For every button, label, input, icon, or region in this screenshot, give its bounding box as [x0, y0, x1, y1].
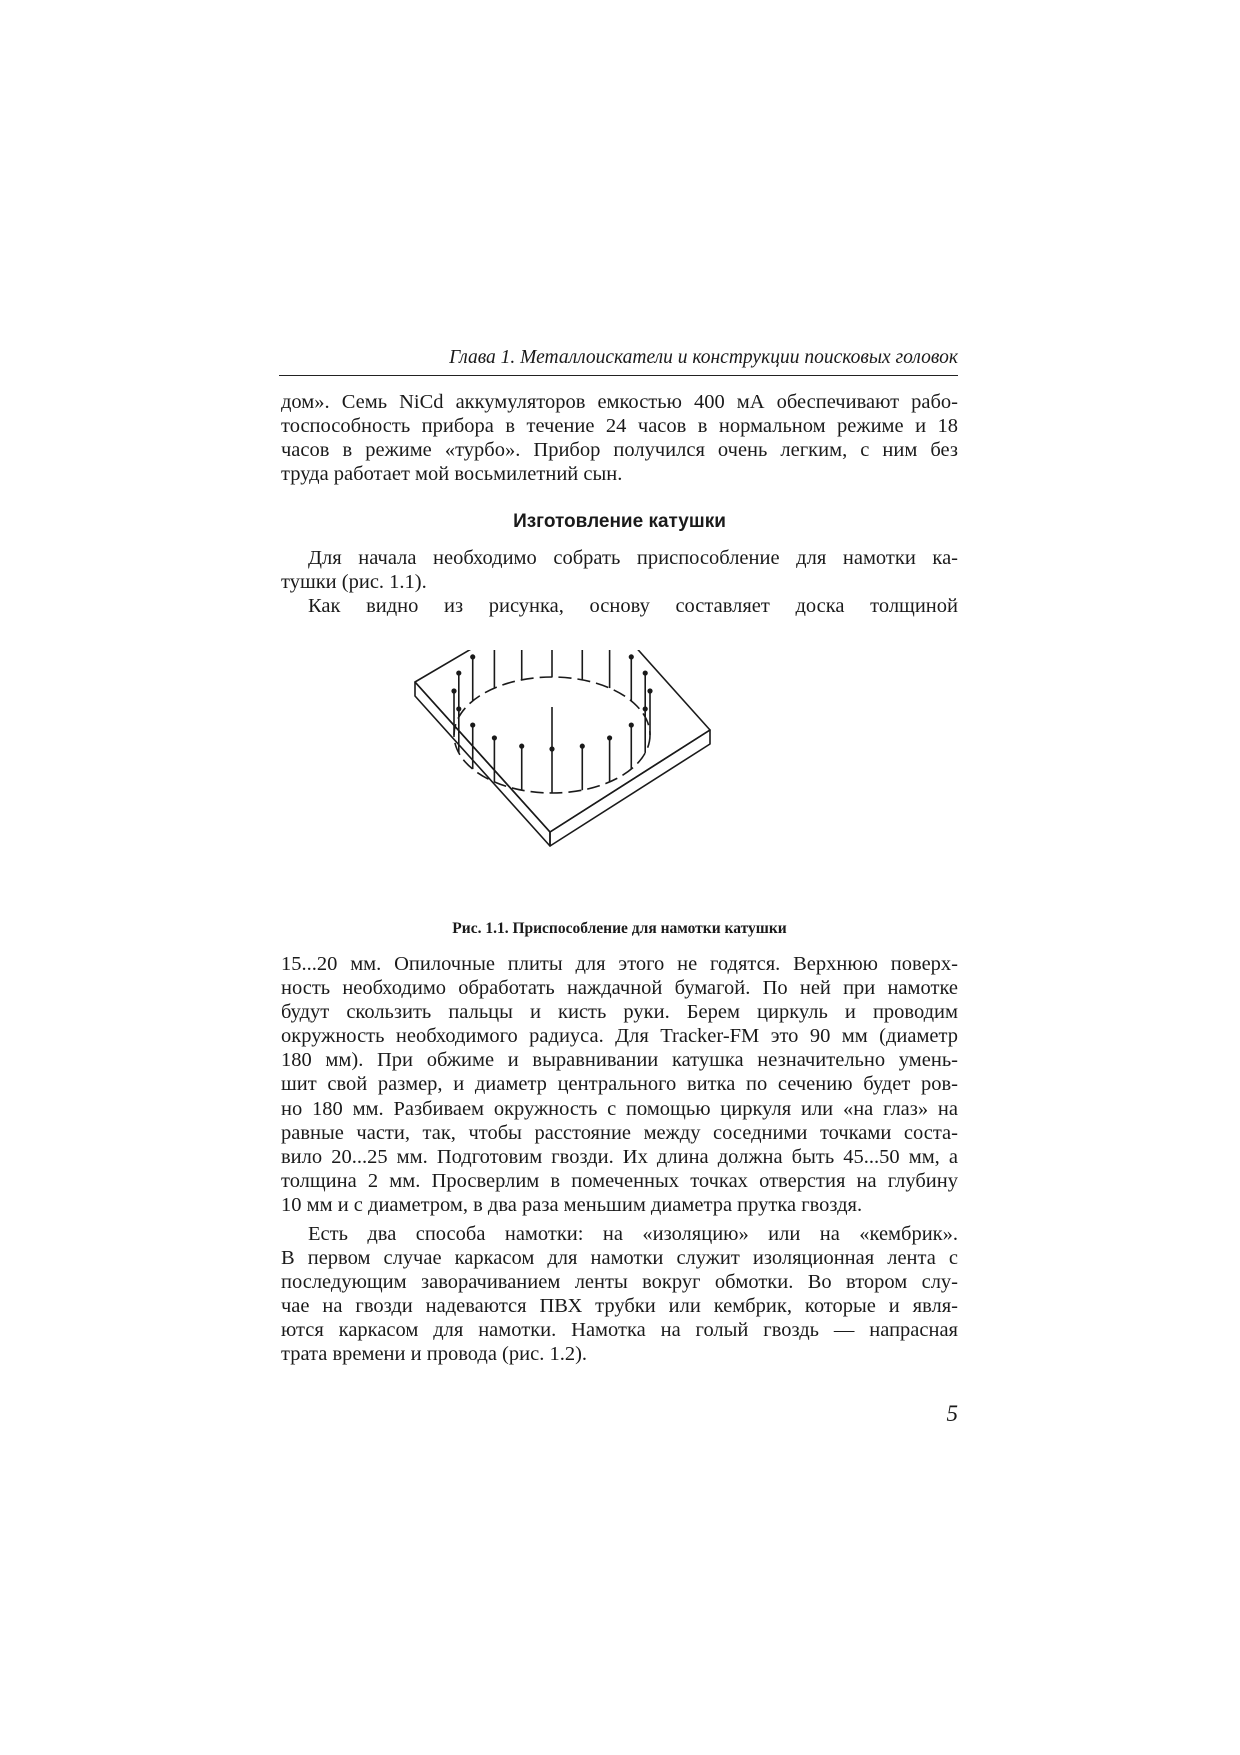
paragraph-board-details — [281, 952, 958, 1217]
paragraph-board-start — [281, 594, 958, 618]
nail-head — [471, 723, 475, 727]
text-line: 180 мм). При обжиме и выравнивании катушка незначительно умень- — [281, 1049, 958, 1072]
text-line: но 180 мм. Разбиваем окружность с помощью циркуля или «на глаз» на — [281, 1097, 958, 1120]
text-line: толщина 2 мм. Просверлим в помеченных точках отверстия на глубину — [281, 1169, 958, 1192]
page-number: 5 — [946, 1401, 958, 1426]
text-line: окружность необходимого радиуса. Для Tracker-FM это 90 мм (диаметр — [281, 1025, 958, 1048]
nail-head — [457, 671, 461, 675]
text-line: трата времени и провода (рис. 1.2). — [281, 1343, 588, 1366]
nail-head — [520, 744, 524, 748]
text-line: часов в режиме «турбо». Прибор получился очень легким, с ним без — [281, 439, 958, 462]
text-line: тушки (рис. 1.1). — [281, 571, 427, 594]
nail-head — [608, 736, 612, 740]
text-line: ются каркасом для намотки. Намотка на голый гвоздь — напрасная — [281, 1319, 958, 1342]
nail-head — [550, 747, 554, 751]
nail-head — [493, 736, 497, 740]
figure-coil-winding-jig — [410, 650, 830, 900]
text-line: труда работает мой восьмилетний сын. — [281, 463, 623, 486]
text-line: будут скользить пальцы и кисть руки. Берем циркуль и проводим — [281, 1001, 958, 1024]
text-line: шит свой размер, и диаметр центрального витка по сечению будет ров- — [281, 1073, 958, 1096]
text-line: Есть два способа намотки: на «изоляцию» или на «кембрик». — [308, 1223, 958, 1245]
text-line: Для начала необходимо собрать приспособление для намотки ка- — [308, 547, 958, 569]
text-line: дом». Семь NiCd аккумуляторов емкостью 400 мА обеспечивают рабо- — [281, 391, 958, 413]
board-front-left-face — [415, 682, 550, 846]
text-line: Как видно из рисунка, основу составляет доска толщиной — [308, 595, 958, 617]
paragraph-intro-continued — [281, 390, 958, 486]
board-front-right-face — [550, 730, 710, 846]
nail-head — [643, 671, 647, 675]
text-line: ность необходимо обработать наждачной бумагой. По ней при намотке — [281, 977, 958, 1000]
text-line: вило 20...25 мм. Подготовим гвозди. Их длина должна быть 45...50 мм, а — [281, 1145, 958, 1168]
text-line: 10 мм и с диаметром, в два раза меньшим диаметра прутка гвоздя. — [281, 1193, 863, 1216]
text-line: равные части, так, чтобы расстояние между соседними точками соста- — [281, 1121, 958, 1144]
figure-caption: Рис. 1.1. Приспособление для намотки катушки — [452, 920, 787, 937]
nail-head — [471, 655, 475, 659]
running-head: Глава 1. Металлоискатели и конструкции поисковых головок — [279, 345, 958, 376]
text-line: 15...20 мм. Опилочные плиты для этого не годятся. Верхнюю поверх- — [281, 953, 958, 975]
paragraph-winding-methods — [281, 1222, 958, 1367]
nail-head — [629, 655, 633, 659]
nail-head — [648, 689, 652, 693]
section-heading: Изготовление катушки — [513, 511, 726, 532]
nail-head — [629, 723, 633, 727]
coil-jig-drawing — [410, 650, 830, 900]
nail-head — [580, 744, 584, 748]
text-line: В первом случае каркасом для намотки служит изоляционная лента с — [281, 1247, 958, 1270]
text-line: последующим заворачиванием ленты вокруг обмотки. Во втором слу- — [281, 1271, 958, 1294]
text-line: чае на гвозди надеваются ПВХ трубки или кембрик, которые и явля- — [281, 1295, 958, 1318]
text-line: тоспособность прибора в течение 24 часов в нормальном режиме и 18 — [281, 415, 958, 438]
paragraph-coil-intro — [281, 546, 958, 594]
nail-head — [452, 689, 456, 693]
